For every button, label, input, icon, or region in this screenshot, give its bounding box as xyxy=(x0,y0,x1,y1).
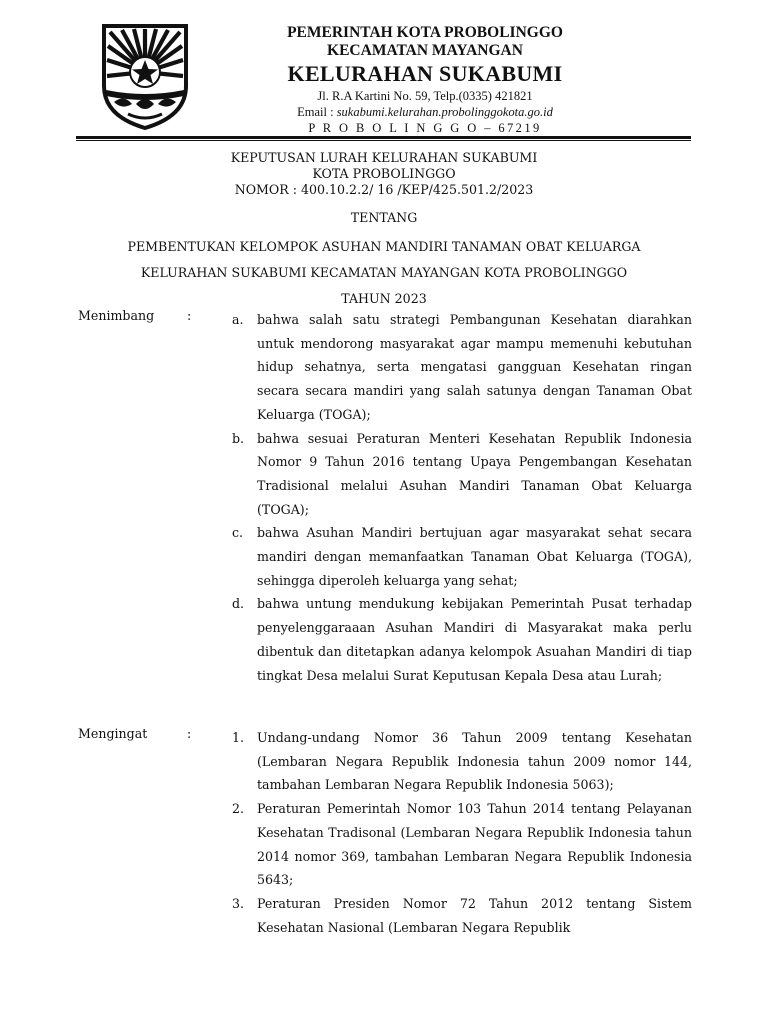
item-marker: a. xyxy=(232,312,244,327)
list-item xyxy=(232,797,692,892)
item-text: Peraturan Pemerintah Nomor 103 Tahun 2014 tentang Pelayanan Kesehatan Tradisonal (Lembaran Negara Republik Indonesia tahun 2014 nomor 369, tambahan Lembaran Negara Republik Indonesia 5643; xyxy=(257,801,692,888)
district-name: KECAMATAN MAYANGAN xyxy=(327,42,523,59)
item-text: bahwa salah satu strategi Pembangunan Kesehatan diarahkan untuk mendorong masyarakat agar mampu memenuhi kebutuhan hidup sehatnya, serta mengatasi gangguan Kesehatan ringan secara secara mandiri yang salah satunya dengan Tanaman Obat Keluarga (TOGA); xyxy=(257,312,692,422)
letterhead-text xyxy=(230,24,620,136)
decree-subject-line-2: KELURAHAN SUKABUMI KECAMATAN MAYANGAN KOTA PROBOLINGGO xyxy=(140,265,628,280)
menimbang-label: Menimbang xyxy=(78,308,155,323)
item-text: bahwa sesuai Peraturan Menteri Kesehatan Republik Indonesia Nomor 9 Tahun 2016 tentang Upaya Pengembangan Kesehatan Tradisional melalui Asuhan Mandiri Tanaman Obat Keluarga (TOGA); xyxy=(257,430,692,517)
decree-subject-line-3: TAHUN 2023 xyxy=(341,291,427,306)
government-name: PEMERINTAH KOTA PROBOLINGGO xyxy=(287,24,563,41)
item-text: bahwa Asuhan Mandiri bertujuan agar masyarakat sehat secara mandiri dengan memanfaatkan Tanaman Obat Keluarga (TOGA), sehingga diperoleh keluarga yang sehat; xyxy=(257,525,692,588)
item-text: Undang-undang Nomor 36 Tahun 2009 tentang Kesehatan (Lembaran Negara Republik Indonesia tahun 2009 nomor 144, tambahan Lembaran Negara Republik Indonesia 5063); xyxy=(257,730,692,793)
item-marker: b. xyxy=(232,430,245,446)
mengingat-label: Mengingat xyxy=(78,726,148,741)
decree-title-city: KOTA PROBOLINGGO xyxy=(312,166,456,181)
decree-heading xyxy=(0,150,768,312)
decree-about: TENTANG xyxy=(350,210,418,225)
letterhead-divider-thick xyxy=(76,136,691,139)
item-marker: c. xyxy=(232,525,244,541)
village-name: KELURAHAN SUKABUMI xyxy=(287,61,563,86)
list-item xyxy=(232,308,692,427)
menimbang-list xyxy=(232,308,692,687)
item-marker: 2. xyxy=(232,801,245,817)
mengingat-colon: : xyxy=(187,726,192,741)
letterhead xyxy=(0,0,768,140)
menimbang-colon: : xyxy=(187,308,192,323)
item-marker: d. xyxy=(232,596,245,612)
item-marker: 3. xyxy=(232,895,245,911)
item-text: Peraturan Presiden Nomor 72 Tahun 2012 tentang Sistem Kesehatan Nasional (Lembaran Negara Republik xyxy=(257,895,692,935)
list-item xyxy=(232,592,692,687)
email-address: sukabumi.kelurahan.probolinggokota.go.id xyxy=(336,105,553,119)
list-item xyxy=(232,892,692,939)
item-marker: 1. xyxy=(232,730,245,745)
office-address: Jl. R.A Kartini No. 59, Telp.(0335) 421821 xyxy=(317,89,533,103)
list-item xyxy=(232,427,692,522)
email-label: Email : xyxy=(297,105,337,119)
decree-number: NOMOR : 400.10.2.2/ 16 /KEP/425.501.2/2023 xyxy=(234,182,534,197)
decree-subject-line-1: PEMBENTUKAN KELOMPOK ASUHAN MANDIRI TANAMAN OBAT KELUARGA xyxy=(127,239,641,254)
letterhead-divider-thin xyxy=(76,140,691,141)
mengingat-list xyxy=(232,726,692,939)
list-item xyxy=(232,726,692,797)
list-item xyxy=(232,521,692,592)
decree-title: KEPUTUSAN LURAH KELURAHAN SUKABUMI xyxy=(230,150,538,165)
office-email xyxy=(230,104,620,120)
item-text: bahwa untung mendukung kebijakan Pemerintah Pusat terhadap penyelenggaraaan Asuhan Mandiri di Masyarakat maka perlu dibentuk dan ditetapkan adanya kelompok Asuahan Mandiri di tiap tingkat Desa melalui Surat Keputusan Kepala Desa atau Lurah; xyxy=(257,596,692,683)
city-emblem-icon xyxy=(100,24,190,130)
city-postcode: P R O B O L I N G G O – 67219 xyxy=(308,121,542,135)
